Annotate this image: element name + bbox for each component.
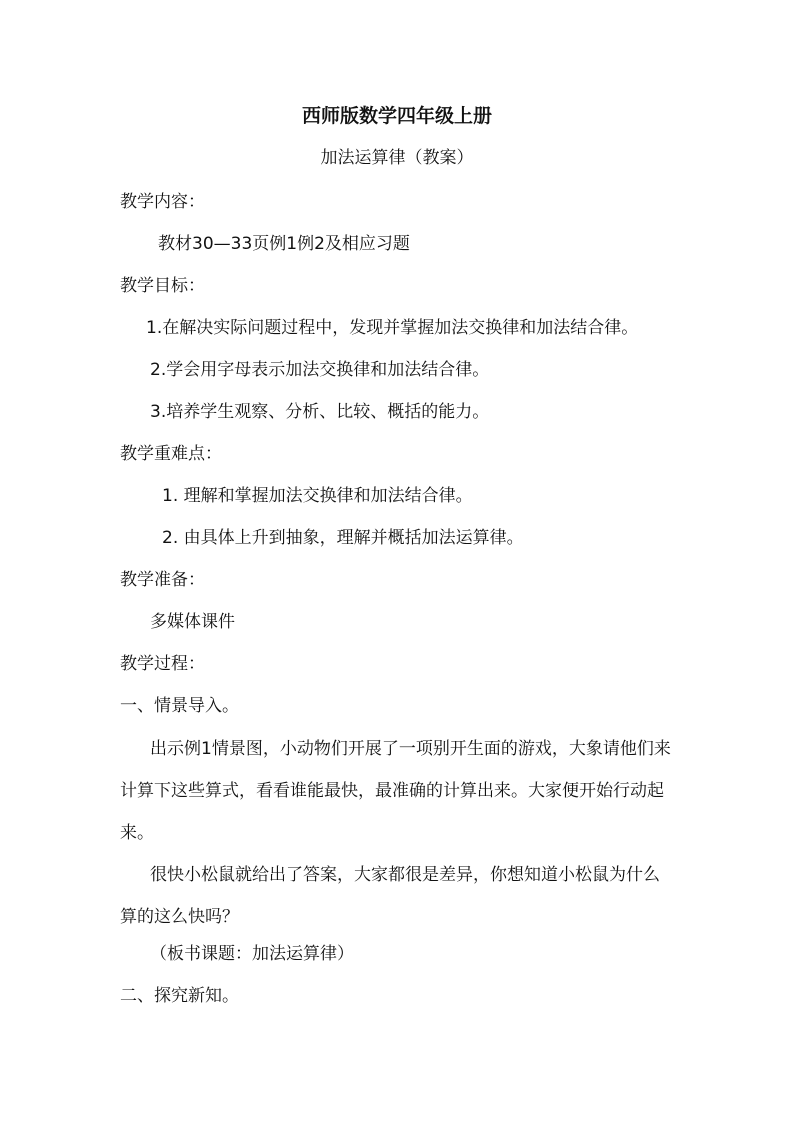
keypoint-item-1: 1. 理解和掌握加法交换律和加法结合律。 [162, 486, 473, 506]
goals-heading: 教学目标： [120, 276, 205, 296]
goal-item-2: 2.学会用字母表示加法交换律和加法结合律。 [150, 360, 490, 380]
content-heading: 教学内容： [120, 192, 205, 212]
process-heading: 教学过程： [120, 654, 205, 674]
keypoint-item-2: 2. 由具体上升到抽象，理解并概括加法运算律。 [162, 528, 524, 548]
document-subtitle: 加法运算律（教案） [320, 148, 474, 168]
section1-paragraph-2: 很快小松鼠就给出了答案，大家都很是差异，你想知道小松鼠为什么算的这么快吗？ [120, 865, 660, 927]
section1-paragraph-1: 出示例1情景图，小动物们开展了一项别开生面的游戏，大象请他们来计算下这些算式，看看谁能最快，最准确的计算出来。大家便开始行动起来。 [120, 739, 671, 843]
prep-text: 多媒体课件 [150, 612, 235, 632]
goal-item-1: 1.在解决实际问题过程中，发现并掌握加法交换律和加法结合律。 [146, 318, 639, 338]
section2-heading: 二、探究新知。 [120, 986, 239, 1006]
prep-heading: 教学准备： [120, 570, 205, 590]
section1-board-note: （板书课题：加法运算律） [150, 944, 354, 964]
document-title: 西师版数学四年级上册 [301, 105, 492, 127]
section1-heading: 一、情景导入。 [120, 696, 239, 716]
goal-item-3: 3.培养学生观察、分析、比较、概括的能力。 [150, 402, 490, 422]
keypoints-heading: 教学重难点： [120, 444, 222, 464]
content-text: 教材30—33页例1例2及相应习题 [158, 234, 410, 254]
